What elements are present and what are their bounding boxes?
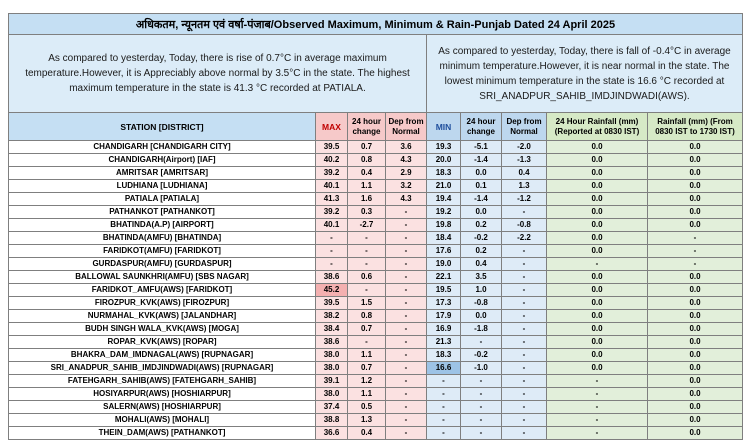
max-dep-cell: - [386,310,426,322]
summary-line: maximum temperature in the state is 41.3 °C recorded at PATIALA. [69,83,366,94]
max-temp-cell: 38.8 [316,414,347,426]
min-temp-cell: 18.3 [427,167,460,179]
max-dep-cell: - [386,401,426,413]
max-dep-cell: - [386,388,426,400]
rain-24h-cell: 0.0 [547,167,647,179]
max-temp-cell: 37.4 [316,401,347,413]
header-max-dep: Dep from Normal [386,113,426,140]
rain-day-cell: 0.0 [648,388,742,400]
min-change-cell: -1.8 [461,323,501,335]
rain-24h-cell: - [547,414,647,426]
max-temp-cell: 38.4 [316,323,347,335]
min-dep-cell: -0.8 [502,219,546,231]
rain-day-cell: 0.0 [648,297,742,309]
rain-day-cell: 0.0 [648,180,742,192]
max-change-cell: 0.7 [348,323,385,335]
rain-24h-cell: - [547,388,647,400]
min-change-cell: 0.1 [461,180,501,192]
min-dep-cell: - [502,401,546,413]
station-cell: BHAKRA_DAM_IMDNAGAL(AWS) [RUPNAGAR] [9,349,315,361]
rain-24h-cell: 0.0 [547,141,647,153]
rain-day-cell: - [648,258,742,270]
max-change-cell: 0.5 [348,401,385,413]
max-dep-cell: - [386,206,426,218]
max-change-cell: -2.7 [348,219,385,231]
min-temp-cell: - [427,427,460,439]
rain-24h-cell: 0.0 [547,362,647,374]
max-change-cell: 0.6 [348,271,385,283]
max-dep-cell: - [386,375,426,387]
rain-day-cell: 0.0 [648,362,742,374]
rain-day-cell: 0.0 [648,427,742,439]
max-change-cell: - [348,284,385,296]
station-cell: BALLOWAL SAUNKHRI(AMFU) [SBS NAGAR] [9,271,315,283]
header-min-change: 24 hour change [461,113,501,140]
rain-day-cell: 0.0 [648,414,742,426]
min-temp-cell: 18.4 [427,232,460,244]
rain-24h-cell: 0.0 [547,297,647,309]
min-dep-cell: - [502,271,546,283]
max-dep-cell: - [386,323,426,335]
max-temp-cell: - [316,245,347,257]
rain-day-cell: 0.0 [648,284,742,296]
min-change-cell: 0.4 [461,258,501,270]
observation-table [8,13,743,440]
max-dep-cell: - [386,336,426,348]
rain-day-cell: 0.0 [648,206,742,218]
rain-24h-cell: 0.0 [547,232,647,244]
max-temp-cell: 38.6 [316,271,347,283]
max-change-cell: 1.2 [348,375,385,387]
min-dep-cell: - [502,362,546,374]
max-temp-cell: 41.3 [316,193,347,205]
max-change-cell: 0.8 [348,154,385,166]
rain-day-cell: 0.0 [648,167,742,179]
station-cell: AMRITSAR [AMRITSAR] [9,167,315,179]
min-temp-cell: - [427,375,460,387]
max-dep-cell: 4.3 [386,193,426,205]
min-change-cell: - [461,388,501,400]
rain-24h-cell: 0.0 [547,245,647,257]
max-temp-cell: 38.6 [316,336,347,348]
station-cell: FATEHGARH_SAHIB(AWS) [FATEHGARH_SAHIB] [9,375,315,387]
station-cell: NURMAHAL_KVK(AWS) [JALANDHAR] [9,310,315,322]
min-dep-cell: -1.2 [502,193,546,205]
max-change-cell: - [348,245,385,257]
max-temp-cell: 38.0 [316,349,347,361]
header-rain-24h: 24 Hour Rainfall (mm) (Reported at 0830 IST) [547,113,647,140]
max-temp-cell: 40.1 [316,219,347,231]
station-cell: CHANDIGARH [CHANDIGARH CITY] [9,141,315,153]
min-dep-cell: - [502,297,546,309]
page-title: अधिकतम, न्यूनतम एवं वर्षा-पंजाब/Observed Maximum, Minimum & Rain-Punjab Dated 24 April 2025 [9,14,742,34]
max-change-cell: 0.3 [348,206,385,218]
summary-line: SRI_ANADPUR_SAHIB_IMDJINDWADI(AWS). [479,90,690,102]
rain-day-cell: 0.0 [648,401,742,413]
min-dep-cell: - [502,388,546,400]
min-dep-cell: - [502,206,546,218]
max-change-cell: - [348,336,385,348]
max-dep-cell: - [386,245,426,257]
min-dep-cell: -1.3 [502,154,546,166]
min-dep-cell: - [502,245,546,257]
min-change-cell: - [461,401,501,413]
min-temp-cell: 19.4 [427,193,460,205]
min-temp-cell: 19.2 [427,206,460,218]
header-min: MIN [427,113,460,140]
max-dep-cell: - [386,362,426,374]
max-dep-cell: - [386,219,426,231]
min-temp-cell: 22.1 [427,271,460,283]
max-temp-cell: 40.2 [316,154,347,166]
min-change-cell: 0.2 [461,219,501,231]
min-temp-cell: 19.3 [427,141,460,153]
rain-24h-cell: 0.0 [547,154,647,166]
max-temp-cell: 38.2 [316,310,347,322]
max-dep-cell: - [386,427,426,439]
max-dep-cell: - [386,297,426,309]
min-dep-cell: 1.3 [502,180,546,192]
min-dep-cell: - [502,258,546,270]
min-temp-cell: 19.0 [427,258,460,270]
header-min-dep: Dep from Normal [502,113,546,140]
rain-day-cell: - [648,232,742,244]
min-temp-cell: 16.6 [427,362,460,374]
station-cell: FIROZPUR_KVK(AWS) [FIROZPUR] [9,297,315,309]
min-temp-cell: 19.5 [427,284,460,296]
summary-line: lowest minimum temperature in the state is 16.6 °C recorded at [444,75,725,87]
min-change-cell: - [461,336,501,348]
min-change-cell: - [461,375,501,387]
min-change-cell: -0.2 [461,349,501,361]
station-cell: LUDHIANA [LUDHIANA] [9,180,315,192]
header-max: MAX [316,113,347,140]
min-temp-cell: 21.3 [427,336,460,348]
station-cell: FARIDKOT_AMFU(AWS) [FARIDKOT] [9,284,315,296]
min-change-cell: 0.0 [461,167,501,179]
rain-24h-cell: - [547,427,647,439]
max-change-cell: 1.1 [348,388,385,400]
max-change-cell: 1.1 [348,180,385,192]
max-temp-cell: - [316,258,347,270]
max-temp-cell: 39.2 [316,206,347,218]
min-dep-cell: - [502,349,546,361]
max-dep-cell: 4.3 [386,154,426,166]
max-dep-cell: 3.2 [386,180,426,192]
station-cell: PATIALA [PATIALA] [9,193,315,205]
min-change-cell: -0.8 [461,297,501,309]
max-change-cell: 1.1 [348,349,385,361]
max-dep-cell: - [386,271,426,283]
header-rain-day: Rainfall (mm) (From 0830 IST to 1730 IST) [648,113,742,140]
max-change-cell: 1.6 [348,193,385,205]
rain-day-cell: 0.0 [648,219,742,231]
min-change-cell: 0.0 [461,310,501,322]
station-cell: BUDH SINGH WALA_KVK(AWS) [MOGA] [9,323,315,335]
min-summary [427,35,742,112]
rain-day-cell: 0.0 [648,310,742,322]
summary-line: temperature.However, it is Appreciably above normal by 3.5°C in the state. The highest [25,68,410,79]
rain-24h-cell: 0.0 [547,271,647,283]
rain-24h-cell: 0.0 [547,180,647,192]
rain-24h-cell: 0.0 [547,349,647,361]
min-change-cell: 0.0 [461,206,501,218]
rain-24h-cell: 0.0 [547,336,647,348]
max-temp-cell: 45.2 [316,284,347,296]
min-change-cell: 0.2 [461,245,501,257]
station-cell: SRI_ANADPUR_SAHIB_IMDJINDWADI(AWS) [RUPNAGAR] [9,362,315,374]
station-cell: HOSIYARPUR(AWS) [HOSHIARPUR] [9,388,315,400]
rain-day-cell: 0.0 [648,336,742,348]
rain-24h-cell: 0.0 [547,219,647,231]
rain-day-cell: 0.0 [648,375,742,387]
station-cell: MOHALI(AWS) [MOHALI] [9,414,315,426]
min-temp-cell: 19.8 [427,219,460,231]
rain-day-cell: 0.0 [648,154,742,166]
max-change-cell: 0.4 [348,427,385,439]
max-change-cell: - [348,258,385,270]
min-dep-cell: - [502,336,546,348]
rain-24h-cell: 0.0 [547,206,647,218]
rain-24h-cell: 0.0 [547,284,647,296]
min-temp-cell: 21.0 [427,180,460,192]
min-temp-cell: 17.9 [427,310,460,322]
max-temp-cell: 39.5 [316,297,347,309]
min-change-cell: - [461,427,501,439]
min-dep-cell: - [502,284,546,296]
max-temp-cell: 40.1 [316,180,347,192]
min-temp-cell: - [427,388,460,400]
rain-24h-cell: 0.0 [547,323,647,335]
min-change-cell: - [461,414,501,426]
max-dep-cell: - [386,258,426,270]
max-temp-cell: - [316,232,347,244]
max-temp-cell: 38.0 [316,388,347,400]
max-summary [9,35,426,112]
station-cell: BHATINDA(A.P) [AIRPORT] [9,219,315,231]
max-change-cell: 0.8 [348,310,385,322]
max-dep-cell: 2.9 [386,167,426,179]
max-dep-cell: 3.6 [386,141,426,153]
station-cell: THEIN_DAM(AWS) [PATHANKOT] [9,427,315,439]
max-dep-cell: - [386,284,426,296]
min-change-cell: -1.0 [461,362,501,374]
station-cell: GURDASPUR(AMFU) [GURDASPUR] [9,258,315,270]
min-dep-cell: 0.4 [502,167,546,179]
max-temp-cell: 38.0 [316,362,347,374]
min-change-cell: -5.1 [461,141,501,153]
min-change-cell: 3.5 [461,271,501,283]
min-temp-cell: - [427,401,460,413]
rain-day-cell: 0.0 [648,323,742,335]
rain-day-cell: 0.0 [648,271,742,283]
max-change-cell: - [348,232,385,244]
station-cell: FARIDKOT(AMFU) [FARIDKOT] [9,245,315,257]
rain-24h-cell: - [547,375,647,387]
station-cell: SALERN(AWS) [HOSHIARPUR] [9,401,315,413]
station-cell: PATHANKOT [PATHANKOT] [9,206,315,218]
min-change-cell: 1.0 [461,284,501,296]
min-dep-cell: -2.2 [502,232,546,244]
min-dep-cell: - [502,323,546,335]
min-dep-cell: - [502,414,546,426]
max-change-cell: 0.7 [348,141,385,153]
min-temp-cell: 17.6 [427,245,460,257]
summary-line: As compared to yesterday, Today, there is fall of -0.4°C in average [438,45,731,57]
min-dep-cell: - [502,427,546,439]
min-dep-cell: -2.0 [502,141,546,153]
rain-24h-cell: - [547,258,647,270]
station-cell: CHANDIGARH(Airport) [IAF] [9,154,315,166]
rain-24h-cell: - [547,401,647,413]
max-change-cell: 0.4 [348,167,385,179]
max-change-cell: 1.5 [348,297,385,309]
max-dep-cell: - [386,232,426,244]
max-temp-cell: 39.5 [316,141,347,153]
header-max-change: 24 hour change [348,113,385,140]
rain-24h-cell: 0.0 [547,193,647,205]
rain-day-cell: 0.0 [648,193,742,205]
min-temp-cell: 20.0 [427,154,460,166]
min-temp-cell: 17.3 [427,297,460,309]
min-temp-cell: 16.9 [427,323,460,335]
min-change-cell: -1.4 [461,154,501,166]
rain-24h-cell: 0.0 [547,310,647,322]
rain-day-cell: - [648,245,742,257]
max-dep-cell: - [386,349,426,361]
max-temp-cell: 36.6 [316,427,347,439]
header-station: STATION [DISTRICT] [9,113,315,140]
min-change-cell: -0.2 [461,232,501,244]
max-temp-cell: 39.1 [316,375,347,387]
max-change-cell: 1.3 [348,414,385,426]
min-temp-cell: 18.3 [427,349,460,361]
min-change-cell: -1.4 [461,193,501,205]
summary-line: minimum temperature.However, it is near normal in the state. The [439,60,730,72]
min-dep-cell: - [502,375,546,387]
min-dep-cell: - [502,310,546,322]
rain-day-cell: 0.0 [648,141,742,153]
max-temp-cell: 39.2 [316,167,347,179]
summary-line: As compared to yesterday, Today, there is rise of 0.7°C in average maximum [48,53,387,64]
station-cell: BHATINDA(AMFU) [BHATINDA] [9,232,315,244]
station-cell: ROPAR_KVK(AWS) [ROPAR] [9,336,315,348]
max-dep-cell: - [386,414,426,426]
max-change-cell: 0.7 [348,362,385,374]
rain-day-cell: 0.0 [648,349,742,361]
min-temp-cell: - [427,414,460,426]
